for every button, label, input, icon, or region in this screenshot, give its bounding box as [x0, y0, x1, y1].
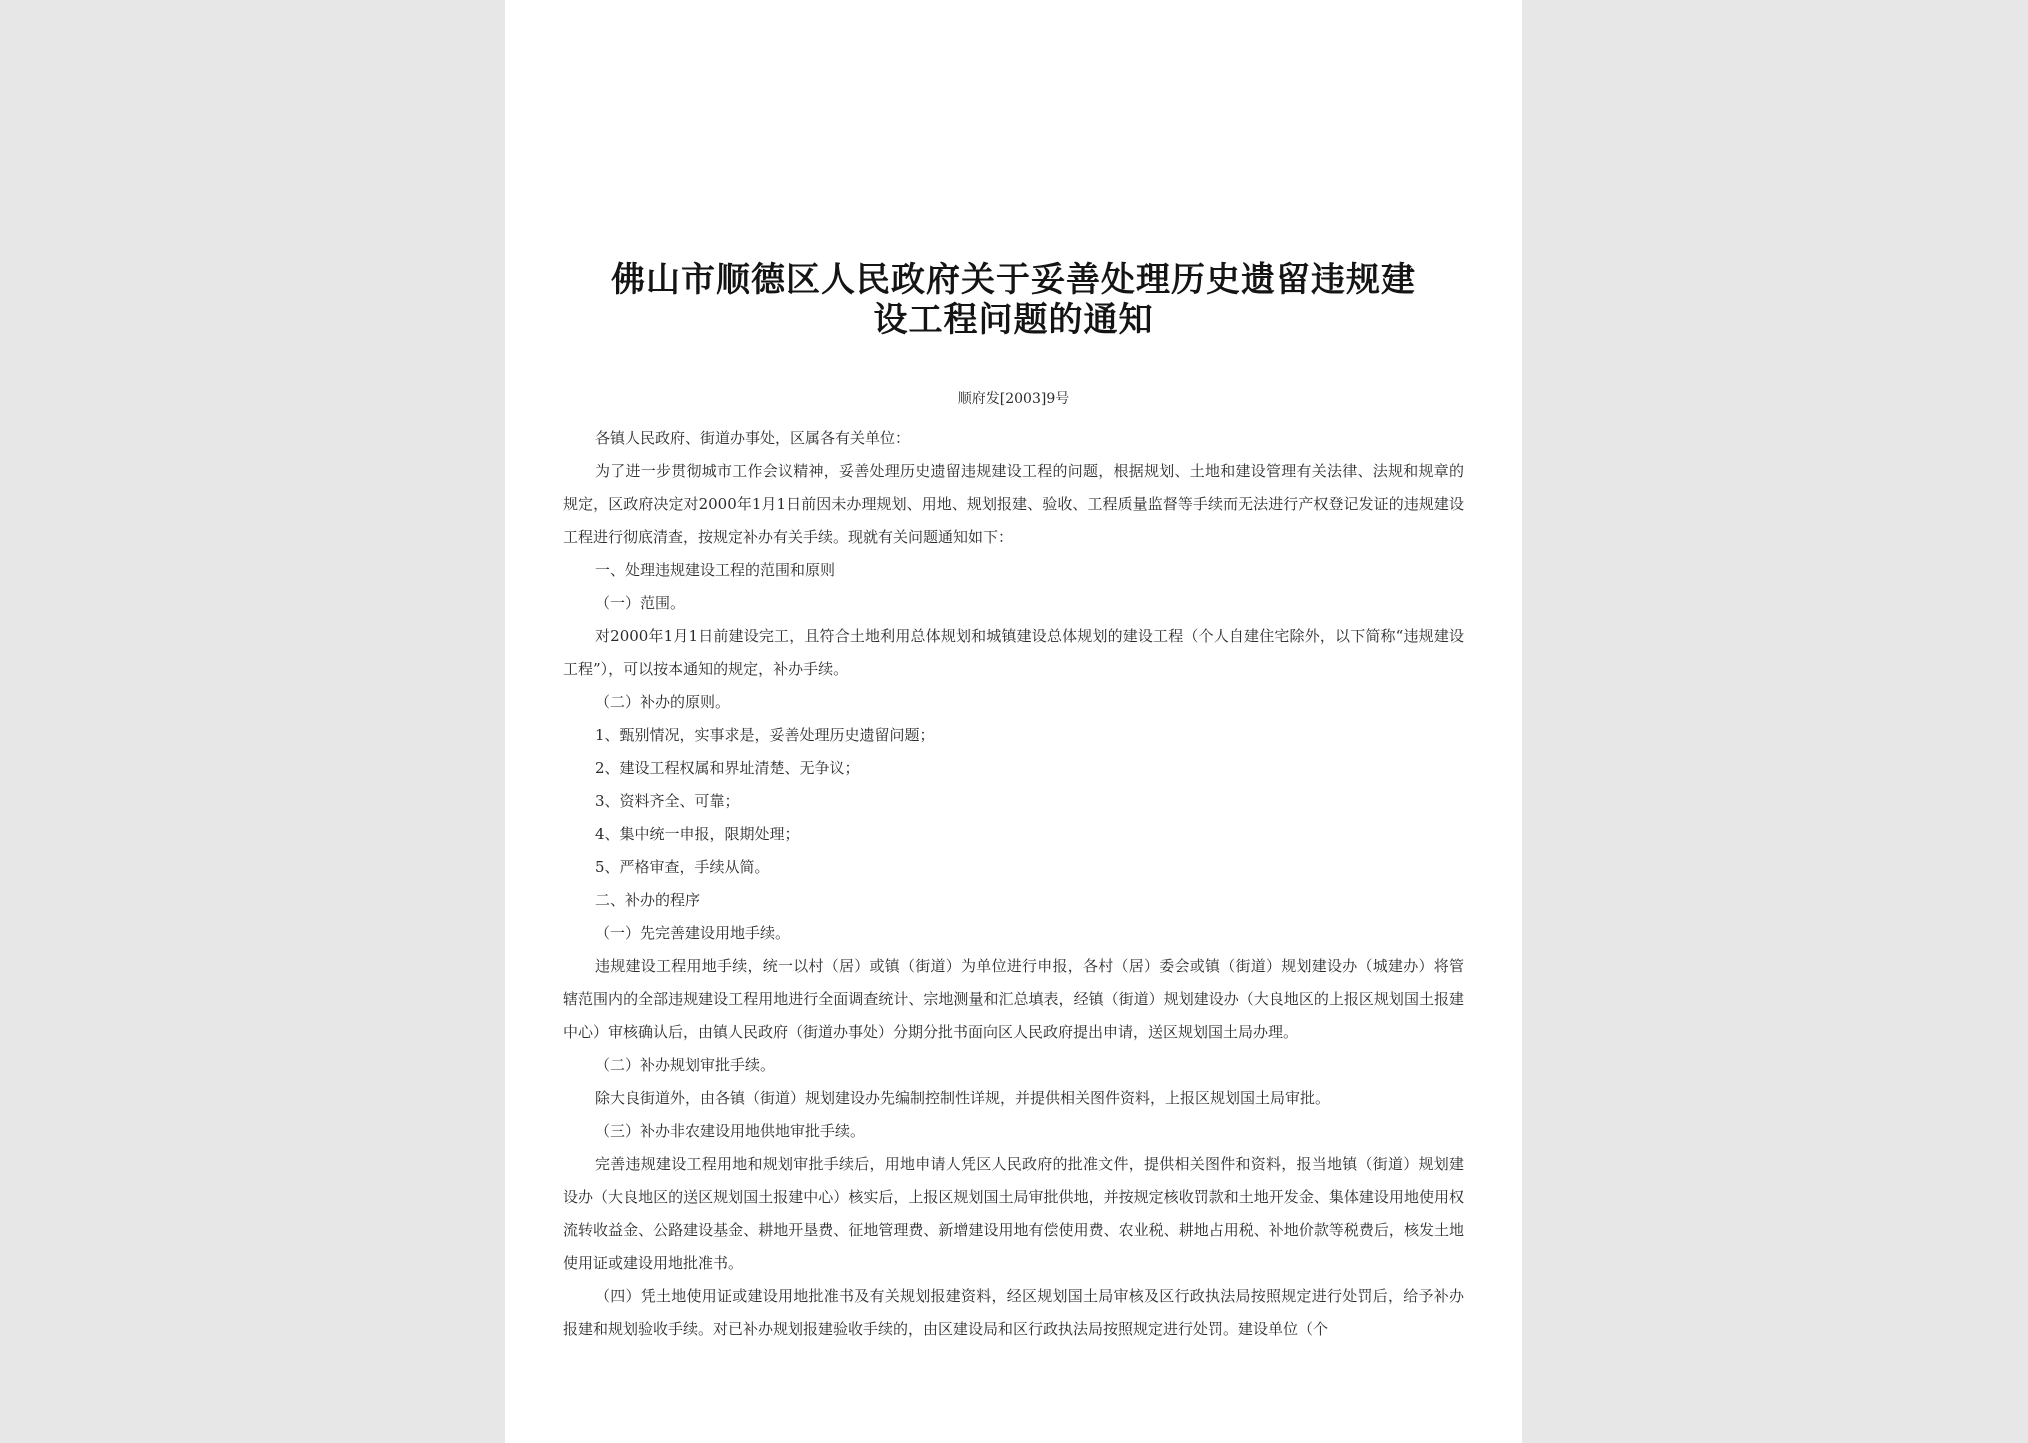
list-item: 1、甄别情况，实事求是，妥善处理历史遗留问题；: [595, 726, 935, 744]
document-page: [505, 0, 1522, 1443]
salutation: 各镇人民政府、街道办事处，区属各有关单位：: [595, 429, 911, 447]
title-line-2: 设工程问题的通知: [873, 300, 1154, 340]
section-heading: 二、补办的程序: [595, 891, 701, 909]
subsection-heading: （二）补办的原则。: [595, 693, 731, 711]
paragraph: 为了进一步贯彻城市工作会议精神，妥善处理历史遗留违规建设工程的问题，根据规划、土地和建设管理有关法律、法规和规章的规定，区政府决定对2000年1月1日前因未办理规划、用地、规划报建、验收、工程质量监督等手续而无法进行产权登记发证的违规建设工程进行彻底清查，按规定补办有关手续。现就有关问题通知如下：: [563, 462, 1464, 546]
list-item: 3、资料齐全、可靠；: [595, 792, 740, 810]
subsection-heading: （一）范围。: [595, 594, 686, 612]
paragraph: （四）凭土地使用证或建设用地批准书及有关规划报建资料，经区规划国土局审核及区行政执法局按照规定进行处罚后，给予补办报建和规划验收手续。对已补办规划报建验收手续的，由区建设局和区行政执法局按照规定进行处罚。建设单位（个: [563, 1287, 1464, 1338]
paragraph: 违规建设工程用地手续，统一以村（居）或镇（街道）为单位进行申报，各村（居）委会或镇（街道）规划建设办（城建办）将管辖范围内的全部违规建设工程用地进行全面调查统计、宗地测量和汇总填表，经镇（街道）规划建设办（大良地区的上报区规划国土报建中心）审核确认后，由镇人民政府（街道办事处）分期分批书面向区人民政府提出申请，送区规划国土局办理。: [563, 957, 1464, 1041]
document-body: [563, 422, 1464, 1346]
paragraph: 对2000年1月1日前建设完工，且符合土地利用总体规划和城镇建设总体规划的建设工程（个人自建住宅除外，以下简称“违规建设工程”），可以按本通知的规定，补办手续。: [563, 627, 1464, 678]
paragraph: 除大良街道外，由各镇（街道）规划建设办先编制控制性详规，并提供相关图件资料，上报区规划国土局审批。: [595, 1089, 1331, 1107]
paragraph: 完善违规建设工程用地和规划审批手续后，用地申请人凭区人民政府的批准文件，提供相关图件和资料，报当地镇（街道）规划建设办（大良地区的送区规划国土报建中心）核实后，上报区规划国土局审批供地，并按规定核收罚款和土地开发金、集体建设用地使用权流转收益金、公路建设基金、耕地开垦费、征地管理费、新增建设用地有偿使用费、农业税、耕地占用税、补地价款等税费后，核发土地使用证或建设用地批准书。: [563, 1155, 1464, 1272]
document-title: [563, 260, 1464, 340]
document-number: 顺府发[2003]9号: [957, 391, 1070, 407]
list-item: 5、严格审查，手续从简。: [595, 858, 770, 876]
subsection-heading: （三）补办非农建设用地供地审批手续。: [595, 1122, 866, 1140]
list-item: 2、建设工程权属和界址清楚、无争议；: [595, 759, 860, 777]
section-heading: 一、处理违规建设工程的范围和原则: [595, 561, 836, 579]
title-line-1: 佛山市顺德区人民政府关于妥善处理历史遗留违规建: [611, 260, 1416, 300]
subsection-heading: （一）先完善建设用地手续。: [595, 924, 791, 942]
list-item: 4、集中统一申报，限期处理；: [595, 825, 800, 843]
subsection-heading: （二）补办规划审批手续。: [595, 1056, 776, 1074]
